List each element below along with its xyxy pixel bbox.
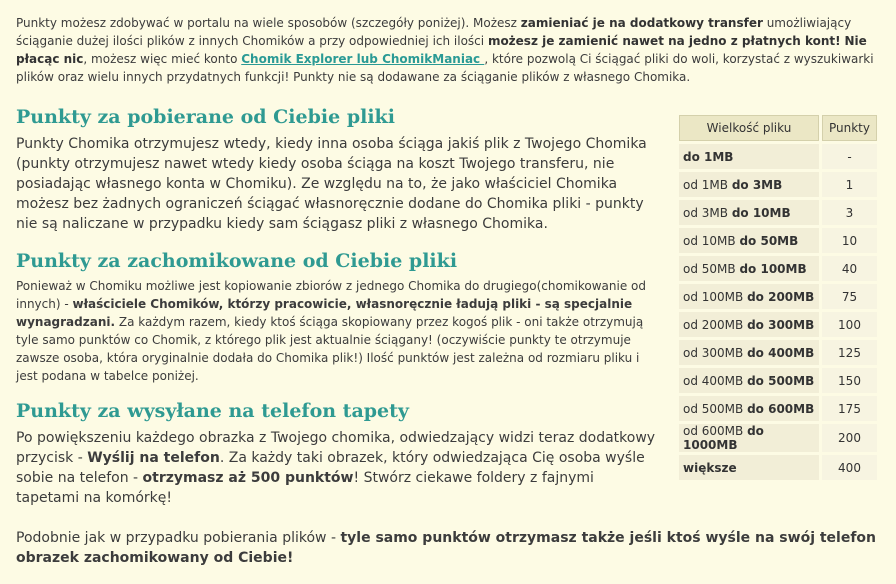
intro-text: , możesz więc mieć konto <box>83 52 242 66</box>
section-text-bold: Wyślij na telefon <box>87 450 220 466</box>
size-to: do 1000MB <box>683 424 764 452</box>
main-content <box>16 104 661 508</box>
points-table <box>676 112 880 483</box>
size-cell <box>679 144 819 169</box>
column-header-size: Wielkość pliku <box>679 115 819 141</box>
size-cell <box>679 455 819 480</box>
table-row <box>679 396 877 421</box>
table-row <box>679 144 877 169</box>
section-text-downloads: Punkty Chomika otrzymujesz wtedy, kiedy inna osoba ściąga jakiś plik z Twojego Chomika (punkty otrzymujesz nawet wtedy kiedy osoba ściąga na koszt Twojego transferu, nie posiadając własnego konta w Chomiku). Ze względu na to, że jako właściciel Chomika możesz bez żadnych ograniczeń ściągać własnoręcznie dodane do Chomika pliki - punkty nie są naliczane w przypadku kiedy sam ściągasz pliki z własnego Chomika. <box>16 136 647 232</box>
size-to: do 10MB <box>731 205 791 220</box>
size-from: od 3MB <box>683 205 732 220</box>
size-from: od 200MB <box>683 317 748 332</box>
size-cell <box>679 200 819 225</box>
size-to: do 400MB <box>747 345 815 360</box>
size-from: od 1MB <box>683 177 732 192</box>
section-text-part: Za każdym razem, kiedy ktoś ściąga skopiowany przez kogoś plik - oni także otrzymują tyle samo punktów co Chomik, z którego plik jest aktualnie ściągany! (oczywiście punkty te otrzymuje zawsze osoba, która oryginalnie dodała do Chomika plik!) Ilość punktów jest zależna od rozmiaru pliku i jest podana w tabelce poniżej. <box>16 315 644 383</box>
points-cell: - <box>822 144 877 169</box>
size-to: do 200MB <box>747 289 815 304</box>
points-cell: 1 <box>822 172 877 197</box>
table-row <box>679 455 877 480</box>
points-cell: 400 <box>822 455 877 480</box>
size-cell <box>679 172 819 197</box>
points-cell: 125 <box>822 340 877 365</box>
size-to: do 100MB <box>739 261 807 276</box>
table-row <box>679 228 877 253</box>
table-row <box>679 312 877 337</box>
section-heading-copied: Punkty za zachomikowane od Ciebie pliki <box>16 250 458 272</box>
section-text-copied <box>16 277 661 385</box>
size-from: od 600MB <box>683 424 748 438</box>
table-row <box>679 340 877 365</box>
section-text-bold: właściciele Chomików, którzy pracowicie, własnoręcznie ładują pliki - są specjalnie wynagradzani. <box>16 297 633 329</box>
section-heading-phone: Punkty za wysyłane na telefon tapety <box>16 400 409 422</box>
size-to: do 600MB <box>747 401 815 416</box>
size-to: do 3MB <box>731 177 783 192</box>
size-cell <box>679 284 819 309</box>
table-row <box>679 172 877 197</box>
size-to: do 1MB <box>683 149 734 164</box>
points-cell: 150 <box>822 368 877 393</box>
table-row <box>679 256 877 281</box>
section-heading-downloads: Punkty za pobierane od Ciebie pliki <box>16 106 395 128</box>
size-to: do 300MB <box>747 317 815 332</box>
section-text-part: . Za każdy taki obrazek, który odwiedzająca Cię osoba wyśle sobie na telefon - <box>16 450 645 486</box>
size-cell <box>679 424 819 452</box>
table-row <box>679 200 877 225</box>
points-cell: 10 <box>822 228 877 253</box>
points-cell: 100 <box>822 312 877 337</box>
size-cell <box>679 368 819 393</box>
size-to: do 50MB <box>739 233 799 248</box>
points-cell: 40 <box>822 256 877 281</box>
column-header-points: Punkty <box>822 115 877 141</box>
section-text-part: Ponieważ w Chomiku możliwe jest kopiowanie zbiorów z jednego Chomika do drugiego(chomikowanie od innych) - <box>16 279 646 311</box>
intro-text: umożliwiający ściąganie dużej ilości plików z innych Chomików a przy odpowiedniej ich ilości <box>16 16 852 48</box>
section-text-phone <box>16 428 661 508</box>
section-text-part: ! Stwórz ciekawe foldery z fajnymi tapetami na komórkę! <box>16 470 594 506</box>
size-from: od 300MB <box>683 345 748 360</box>
size-from: od 10MB <box>683 233 740 248</box>
section-text-part: Po powiększeniu każdego obrazka z Twojego chomika, odwiedzający widzi teraz dodatkowy przycisk - <box>16 430 656 466</box>
size-to: do 500MB <box>747 373 815 388</box>
outro-bold: tyle samo punktów otrzymasz także jeśli ktoś wyśle na swój telefon obrazek zachomikowany od Ciebie! <box>16 530 877 566</box>
outro-text: Podobnie jak w przypadku pobierania plików - <box>16 530 341 546</box>
size-from: od 500MB <box>683 401 748 416</box>
intro-bold: Nie płacąc nic <box>16 34 867 66</box>
intro-text: , które pozwolą Ci ściągać pliki do woli, korzystać z wyszukiwarki plików oraz wielu innych przydatnych funkcji! Punkty nie są dodawane za ściąganie plików z własnego Chomika. <box>16 52 874 84</box>
size-cell <box>679 256 819 281</box>
points-cell: 3 <box>822 200 877 225</box>
intro-text: Punkty możesz zdobywać w portalu na wiele sposobów (szczegóły poniżej). Możesz <box>16 16 521 30</box>
size-from: od 100MB <box>683 289 748 304</box>
table-row <box>679 284 877 309</box>
intro-bold: zamieniać je na dodatkowy transfer <box>520 16 763 30</box>
section-text-bold: otrzymasz aż 500 punktów <box>142 470 354 486</box>
table-header-row <box>679 115 877 141</box>
intro-paragraph <box>16 14 886 86</box>
outro-paragraph <box>16 528 888 568</box>
points-cell: 75 <box>822 284 877 309</box>
size-from: od 50MB <box>683 261 740 276</box>
size-cell <box>679 340 819 365</box>
intro-bold: możesz je zamienić nawet na jedno z płatnych kont! <box>487 34 841 48</box>
size-from: od 400MB <box>683 373 748 388</box>
table-row <box>679 368 877 393</box>
points-cell: 175 <box>822 396 877 421</box>
size-cell <box>679 396 819 421</box>
table-row <box>679 424 877 452</box>
chomik-explorer-link[interactable]: Chomik Explorer lub ChomikManiac <box>241 52 485 66</box>
size-to: większe <box>683 460 737 475</box>
size-cell <box>679 228 819 253</box>
size-cell <box>679 312 819 337</box>
points-cell: 200 <box>822 424 877 452</box>
